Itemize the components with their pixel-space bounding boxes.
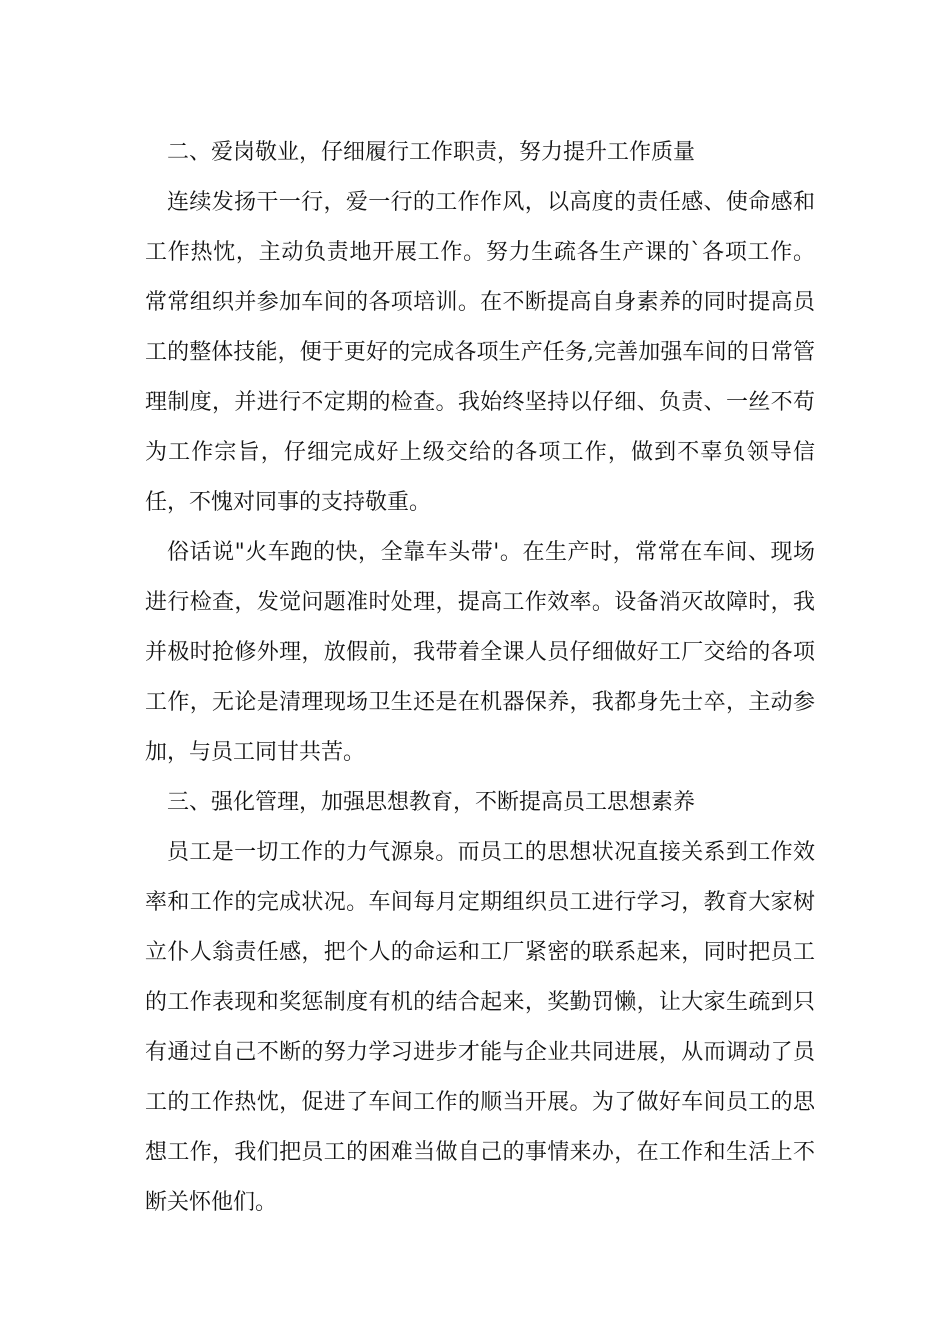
section-heading: 三、强化管理，加强思想教育，不断提高员工思想素养 (167, 790, 696, 815)
body-paragraph: 连续发扬干一行，爱一行的工作作风，以高度的责任感、使命感和工作热忱，主动负责地开展工作。努力生疏各生产课的`各项工作。常常组织并参加车间的各项培训。在不断提高自身素养的同时提高员工的整体技能，便于更好的完成各项生产任务,完善加强车间的日常管理制度，并进行不定期的检查。我始终坚持以仔细、负责、一丝不苟为工作宗旨，仔细完成好上级交给的各项工作，做到不辜负领导信任，不愧对同事的支持敬重。 (145, 190, 815, 515)
document-page (145, 128, 815, 1228)
body-paragraph: 员工是一切工作的力气源泉。而员工的思想状况直接关系到工作效率和工作的完成状况。车间每月定期组织员工进行学习，教育大家树立仆人翁责任感，把个人的命运和工厂紧密的联系起来，同时把员工的工作表现和奖惩制度有机的结合起来，奖勤罚懒，让大家生疏到只有通过自己不断的努力学习进步才能与企业共同进展，从而调动了员工的工作热忱，促进了车间工作的顺当开展。为了做好车间员工的思想工作，我们把员工的困难当做自己的事情来办，在工作和生活上不断关怀他们。 (145, 840, 815, 1215)
section-heading: 二、爱岗敬业，仔细履行工作职责，努力提升工作质量 (167, 140, 696, 165)
body-paragraph: 俗话说"火车跑的快，全靠车头带'。在生产时，常常在车间、现场进行检查，发觉问题准时处理，提高工作效率。设备消灭故障时，我并极时抢修外理，放假前，我带着全课人员仔细做好工厂交给的各项工作，无论是清理现场卫生还是在机器保养，我都身先士卒，主动参加，与员工同甘共苦。 (145, 540, 815, 765)
